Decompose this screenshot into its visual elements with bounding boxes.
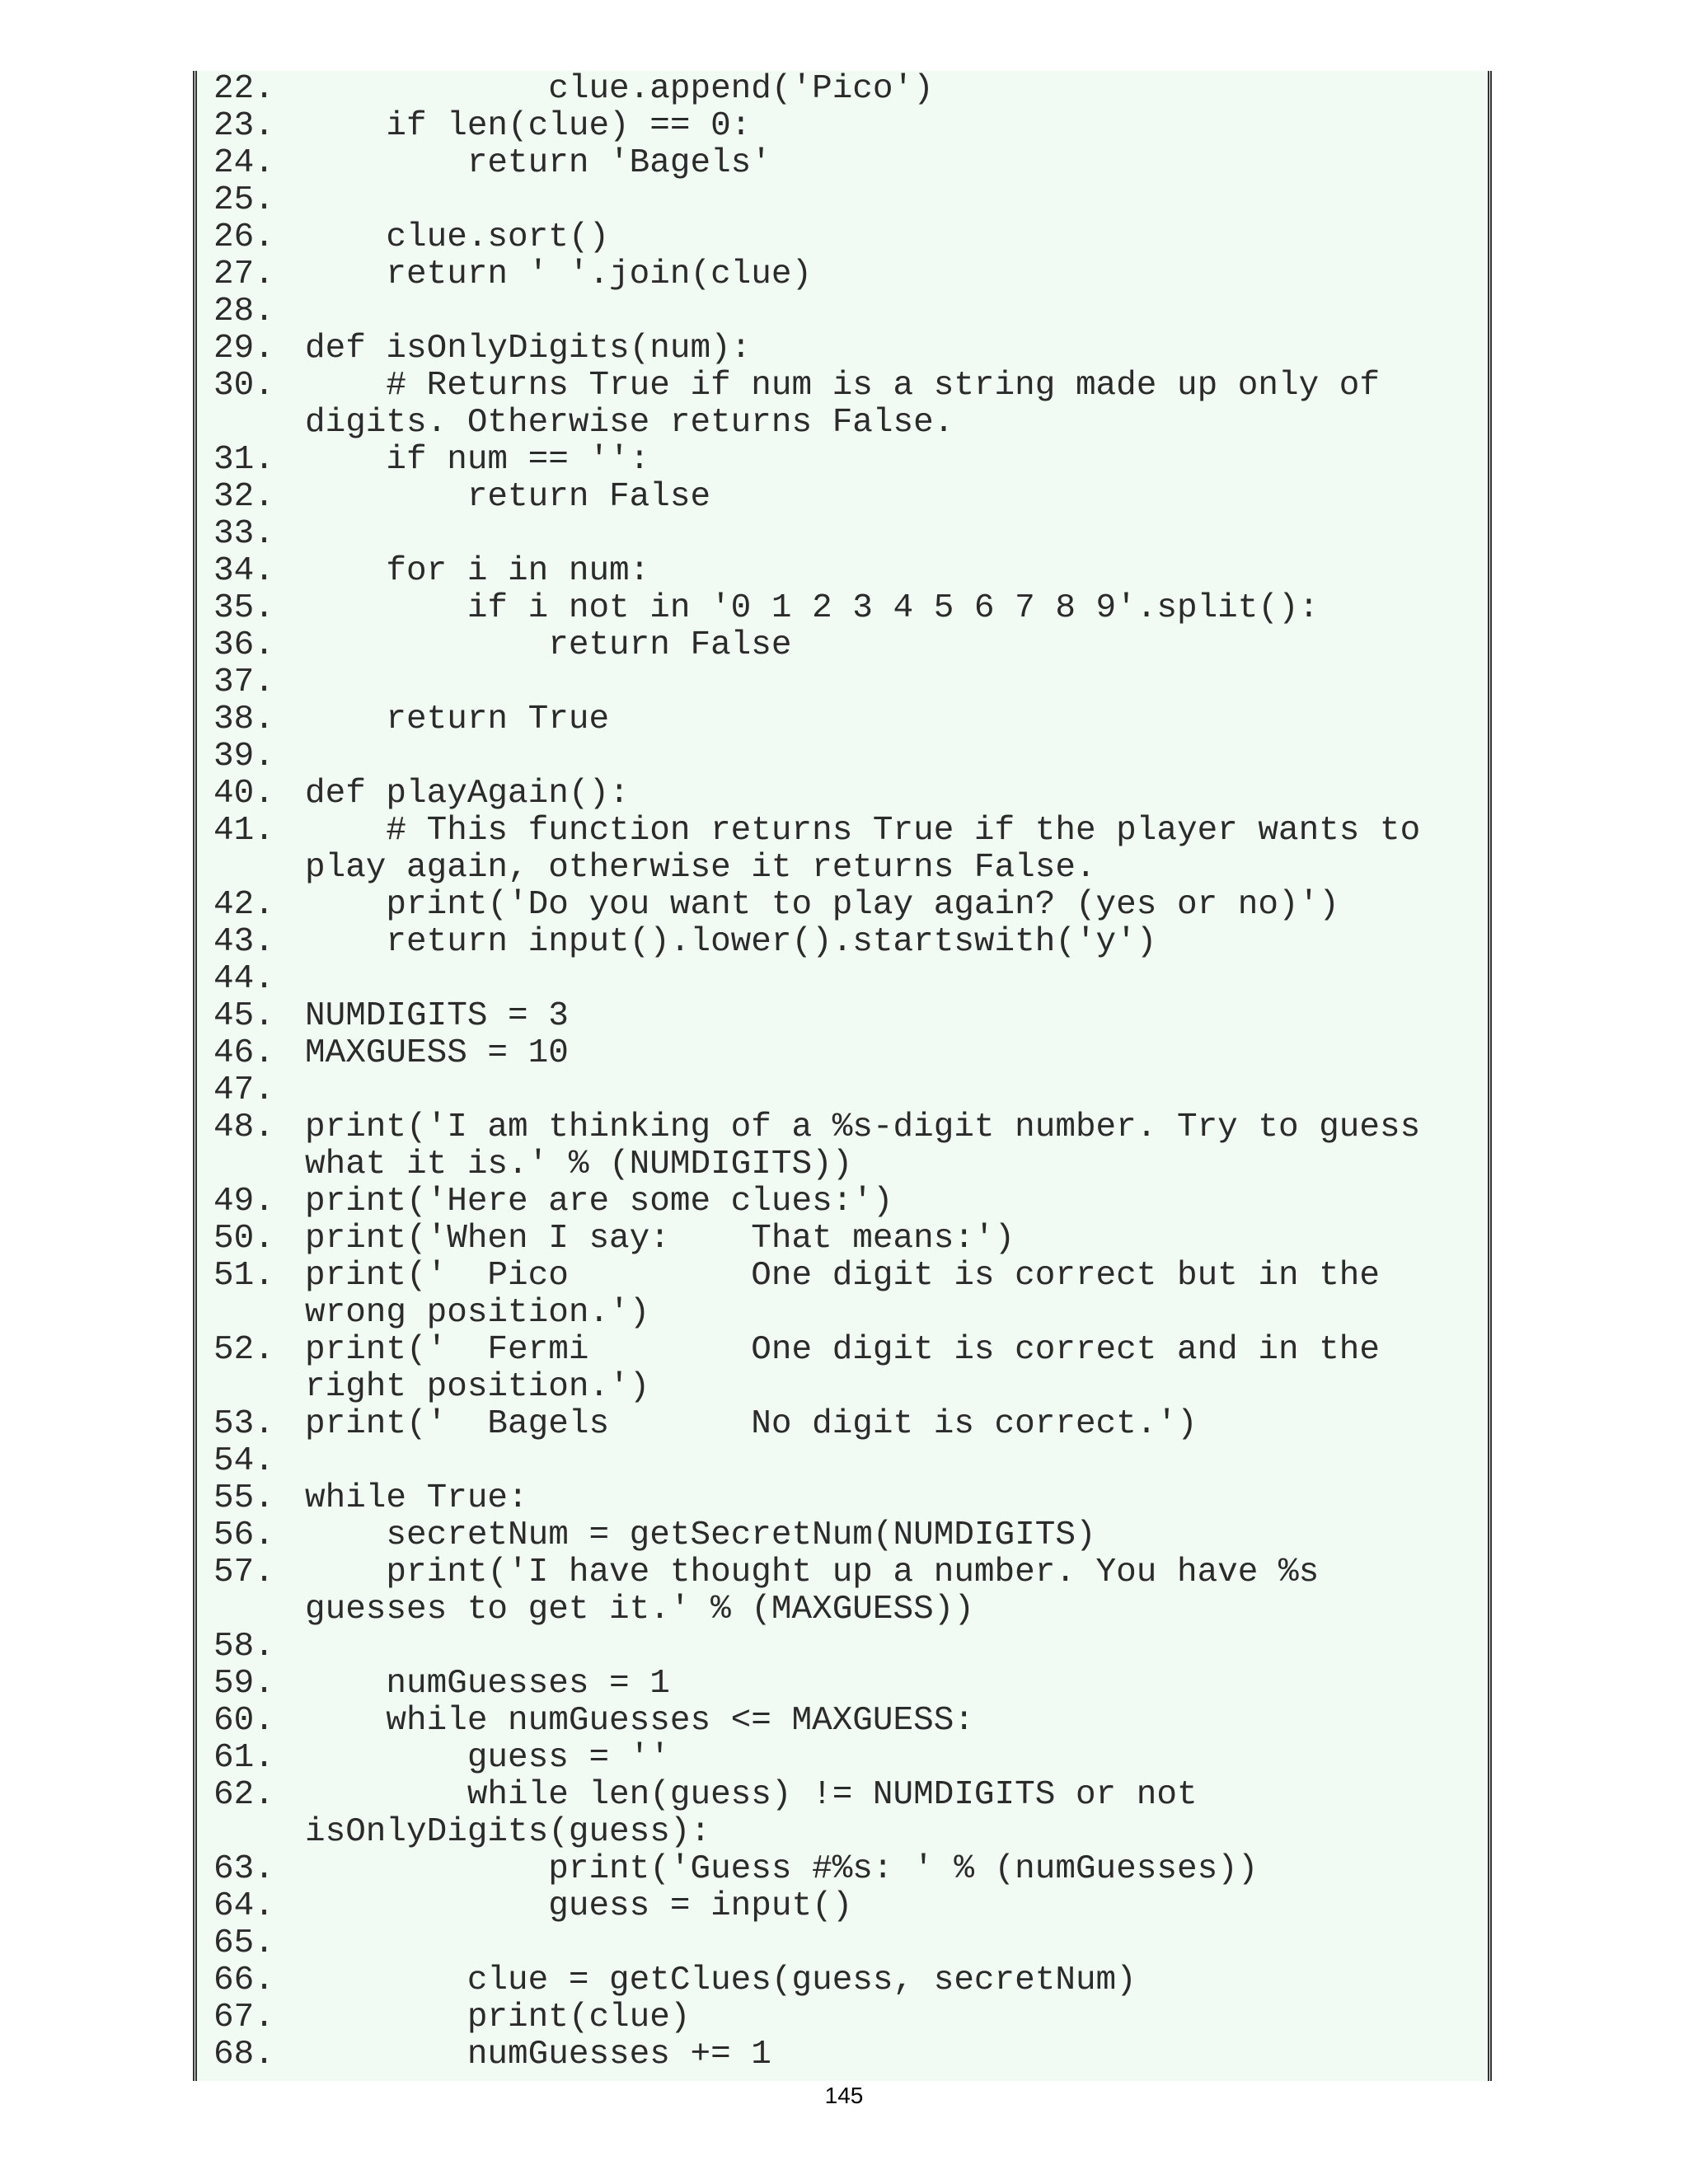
line-number: 42. — [213, 886, 274, 924]
code-line — [213, 1962, 1420, 1999]
line-code: while numGuesses <= MAXGUESS: — [305, 1702, 974, 1740]
code-line — [213, 1925, 1420, 1962]
line-code: def playAgain(): — [305, 775, 630, 813]
line-code: clue.append('Pico') — [305, 71, 934, 108]
code-line — [213, 998, 1420, 1035]
line-code: return ' '.join(clue) — [305, 255, 813, 293]
line-number: 43. — [213, 923, 274, 961]
code-line — [213, 1035, 1420, 1072]
line-number: 51. — [213, 1257, 274, 1295]
code-line — [213, 1072, 1420, 1109]
line-number: 22. — [213, 71, 274, 108]
line-number: 39. — [213, 738, 274, 776]
code-line — [213, 1406, 1420, 1443]
line-number: 52. — [213, 1331, 274, 1369]
code-line — [213, 1517, 1420, 1554]
line-code: return input().lower().startswith('y') — [305, 923, 1157, 961]
line-number: 46. — [213, 1034, 274, 1072]
code-line — [213, 1591, 1420, 1629]
code-line — [213, 1814, 1420, 1851]
line-number: 33. — [213, 515, 274, 553]
code-line — [213, 627, 1420, 664]
line-code: for i in num: — [305, 552, 650, 590]
code-line — [213, 961, 1420, 998]
code-listing — [193, 71, 1492, 2081]
code-line — [213, 738, 1420, 776]
line-number: 36. — [213, 626, 274, 664]
code-line — [213, 1221, 1420, 1258]
line-number: 38. — [213, 701, 274, 738]
code-line — [213, 1443, 1420, 1480]
code-line — [213, 813, 1420, 850]
line-code: play again, otherwise it returns False. — [305, 849, 1096, 887]
code-line — [213, 330, 1420, 368]
line-number: 28. — [213, 293, 274, 330]
code-line — [213, 368, 1420, 405]
line-number: 41. — [213, 812, 274, 850]
code-line — [213, 1999, 1420, 2036]
line-code: print('Guess #%s: ' % (numGuesses)) — [305, 1850, 1259, 1888]
line-number: 23. — [213, 107, 274, 145]
line-code: isOnlyDigits(guess): — [305, 1813, 711, 1851]
code-line — [213, 516, 1420, 553]
line-number: 58. — [213, 1628, 274, 1666]
code-line — [213, 1554, 1420, 1591]
line-number: 57. — [213, 1554, 274, 1591]
line-code: guess = '' — [305, 1739, 670, 1777]
line-code: while len(guess) != NUMDIGITS or not — [305, 1776, 1198, 1814]
line-number: 47. — [213, 1071, 274, 1109]
line-code: print('When I say: That means:') — [305, 1220, 1015, 1258]
line-code: what it is.' % (NUMDIGITS)) — [305, 1146, 853, 1183]
line-number: 65. — [213, 1924, 274, 1962]
line-number: 54. — [213, 1442, 274, 1480]
code-line — [213, 887, 1420, 924]
line-number: 49. — [213, 1183, 274, 1221]
line-code: return 'Bagels' — [305, 144, 771, 182]
code-line — [213, 2036, 1420, 2074]
line-code: return False — [305, 478, 711, 516]
code-line — [213, 850, 1420, 887]
line-code: clue = getClues(guess, secretNum) — [305, 1961, 1137, 1999]
line-number: 66. — [213, 1961, 274, 1999]
code-line — [213, 1369, 1420, 1406]
line-code: wrong position.') — [305, 1294, 650, 1332]
line-code: return True — [305, 701, 610, 738]
line-number: 67. — [213, 1999, 274, 2036]
line-code: digits. Otherwise returns False. — [305, 404, 954, 442]
code-line — [213, 145, 1420, 182]
line-number: 30. — [213, 367, 274, 405]
line-number: 53. — [213, 1405, 274, 1443]
line-code: print('Here are some clues:') — [305, 1183, 893, 1221]
line-number: 32. — [213, 478, 274, 516]
line-number: 56. — [213, 1516, 274, 1554]
line-code: print(' Pico One digit is correct but in the — [305, 1257, 1381, 1295]
code-line — [213, 701, 1420, 738]
code-line — [213, 924, 1420, 961]
line-number: 40. — [213, 775, 274, 813]
line-code: right position.') — [305, 1368, 650, 1406]
code-line — [213, 1703, 1420, 1740]
line-code: print('Do you want to play again? (yes or no)') — [305, 886, 1339, 924]
code-line — [213, 479, 1420, 516]
line-code: if i not in '0 1 2 3 4 5 6 7 8 9'.split(): — [305, 589, 1320, 627]
code-line — [213, 405, 1420, 442]
code-line — [213, 1295, 1420, 1332]
line-code: numGuesses = 1 — [305, 1665, 670, 1703]
line-code: guesses to get it.' % (MAXGUESS)) — [305, 1591, 974, 1629]
code-line — [213, 1109, 1420, 1146]
line-code: clue.sort() — [305, 218, 610, 256]
line-number: 31. — [213, 441, 274, 479]
code-line — [213, 1332, 1420, 1369]
code-line — [213, 776, 1420, 813]
line-number: 24. — [213, 144, 274, 182]
line-code: print(clue) — [305, 1999, 691, 2036]
code-line — [213, 1146, 1420, 1183]
line-number: 50. — [213, 1220, 274, 1258]
code-line — [213, 1740, 1420, 1777]
code-line — [213, 182, 1420, 219]
code-line — [213, 590, 1420, 627]
code-line — [213, 1629, 1420, 1666]
line-number: 25. — [213, 181, 274, 219]
line-number: 45. — [213, 997, 274, 1035]
line-number: 26. — [213, 218, 274, 256]
code-line — [213, 108, 1420, 145]
line-code: def isOnlyDigits(num): — [305, 330, 752, 368]
line-number: 64. — [213, 1887, 274, 1925]
line-code: print(' Fermi One digit is correct and in the — [305, 1331, 1381, 1369]
line-code: NUMDIGITS = 3 — [305, 997, 569, 1035]
line-code: # Returns True if num is a string made up only of — [305, 367, 1381, 405]
code-line — [213, 219, 1420, 256]
line-number: 63. — [213, 1850, 274, 1888]
line-number: 44. — [213, 960, 274, 998]
line-code: return False — [305, 626, 792, 664]
line-number: 60. — [213, 1702, 274, 1740]
line-number: 59. — [213, 1665, 274, 1703]
code-line — [213, 1888, 1420, 1925]
line-code: if num == '': — [305, 441, 650, 479]
code-line — [213, 553, 1420, 590]
line-number: 35. — [213, 589, 274, 627]
line-number: 34. — [213, 552, 274, 590]
code-line — [213, 1777, 1420, 1814]
code-line — [213, 293, 1420, 330]
line-code: while True: — [305, 1479, 528, 1517]
code-line — [213, 664, 1420, 701]
code-line — [213, 1666, 1420, 1703]
code-line — [213, 442, 1420, 479]
line-code: if len(clue) == 0: — [305, 107, 752, 145]
line-number: 27. — [213, 255, 274, 293]
code-lines — [213, 71, 1420, 2074]
line-number: 48. — [213, 1108, 274, 1146]
line-number: 55. — [213, 1479, 274, 1517]
line-code: numGuesses += 1 — [305, 2036, 771, 2074]
code-line — [213, 1258, 1420, 1295]
line-number: 62. — [213, 1776, 274, 1814]
line-code: print(' Bagels No digit is correct.') — [305, 1405, 1198, 1443]
line-code: # This function returns True if the player wants to — [305, 812, 1421, 850]
page-number: 145 — [824, 2083, 864, 2108]
line-number: 37. — [213, 663, 274, 701]
line-number: 29. — [213, 330, 274, 368]
code-line — [213, 1183, 1420, 1221]
line-code: MAXGUESS = 10 — [305, 1034, 569, 1072]
code-line — [213, 1851, 1420, 1888]
line-code: guess = input() — [305, 1887, 853, 1925]
line-code: print('I have thought up a number. You have %s — [305, 1554, 1320, 1591]
line-number: 61. — [213, 1739, 274, 1777]
line-code: print('I am thinking of a %s-digit number. Try to guess — [305, 1108, 1421, 1146]
code-line — [213, 71, 1420, 108]
line-number: 68. — [213, 2036, 274, 2074]
code-line — [213, 1480, 1420, 1517]
code-line — [213, 256, 1420, 293]
line-code: secretNum = getSecretNum(NUMDIGITS) — [305, 1516, 1096, 1554]
